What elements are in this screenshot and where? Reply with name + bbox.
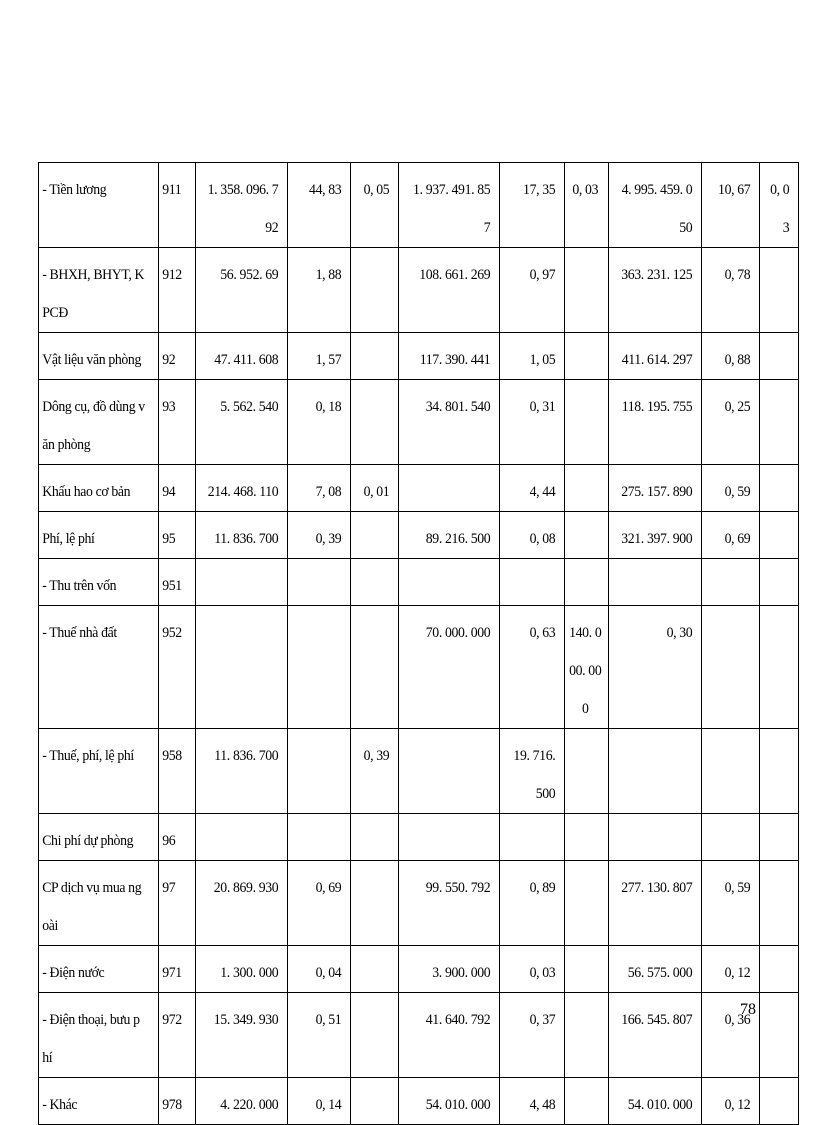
cell-amount-2 xyxy=(407,814,500,861)
cell-ratio-2 xyxy=(565,248,605,333)
cost-table xyxy=(38,162,799,1125)
table-row xyxy=(39,333,799,380)
cell-ratio-2: 0, 03 xyxy=(565,163,605,248)
cell-percent-1 xyxy=(293,729,351,814)
cell-ratio-2 xyxy=(565,729,605,814)
cell-ratio-2 xyxy=(565,512,605,559)
cell-account-code: 911 xyxy=(159,163,193,248)
cell-account-code: 96 xyxy=(159,814,193,861)
cell-percent-2: 19. 716. 500 xyxy=(505,729,565,814)
cell-account-code: 978 xyxy=(159,1078,193,1125)
cell-ratio-1 xyxy=(354,333,398,380)
cell-ratio-3 xyxy=(763,729,799,814)
cell-percent-2: 0, 08 xyxy=(505,512,565,559)
cell-amount-2: 1. 937. 491. 857 xyxy=(407,163,500,248)
cell-ratio-3 xyxy=(763,465,799,512)
cell-ratio-1 xyxy=(354,861,398,946)
cell-percent-2: 1, 05 xyxy=(505,333,565,380)
cell-amount-3: 4. 995. 459. 050 xyxy=(616,163,702,248)
cell-percent-3 xyxy=(706,814,759,861)
cell-percent-1 xyxy=(293,559,351,606)
cell-amount-2 xyxy=(407,465,500,512)
cell-amount-1: 4. 220. 000 xyxy=(203,1078,288,1125)
cell-percent-3 xyxy=(706,559,759,606)
cell-percent-1: 1, 88 xyxy=(293,248,351,333)
cell-ratio-1 xyxy=(354,380,398,465)
cell-percent-3 xyxy=(706,729,759,814)
table-row xyxy=(39,946,799,993)
cell-percent-1: 0, 14 xyxy=(293,1078,351,1125)
table-row xyxy=(39,993,799,1078)
cell-percent-3: 0, 69 xyxy=(706,512,759,559)
cell-percent-3: 0, 12 xyxy=(706,946,759,993)
table-row xyxy=(39,248,799,333)
cell-account-code: 93 xyxy=(159,380,193,465)
cell-ratio-2 xyxy=(565,1078,605,1125)
cell-amount-2: 3. 900. 000 xyxy=(407,946,500,993)
cell-amount-2: 99. 550. 792 xyxy=(407,861,500,946)
cell-ratio-3: 0, 03 xyxy=(763,163,799,248)
cell-percent-1: 0, 69 xyxy=(293,861,351,946)
cell-ratio-1: 0, 05 xyxy=(354,163,398,248)
cell-amount-1: 11. 836. 700 xyxy=(203,512,288,559)
cell-item-name: - Thuế, phí, lệ phí xyxy=(39,729,149,814)
cell-amount-1: 214. 468. 110 xyxy=(203,465,288,512)
cell-ratio-1 xyxy=(354,1078,398,1125)
cell-ratio-3 xyxy=(763,861,799,946)
cell-amount-3: 0, 30 xyxy=(616,606,702,729)
cell-amount-3 xyxy=(616,729,702,814)
cell-ratio-2 xyxy=(565,946,605,993)
table-body xyxy=(39,163,799,1125)
cell-amount-1: 47. 411. 608 xyxy=(203,333,288,380)
cell-ratio-3 xyxy=(763,606,799,729)
cell-percent-1: 0, 04 xyxy=(293,946,351,993)
cell-account-code: 958 xyxy=(159,729,193,814)
cell-account-code: 92 xyxy=(159,333,193,380)
cell-amount-2: 117. 390. 441 xyxy=(407,333,500,380)
cell-amount-2: 70. 000. 000 xyxy=(407,606,500,729)
cell-amount-2: 108. 661. 269 xyxy=(407,248,500,333)
cell-amount-3: 166. 545. 807 xyxy=(616,993,702,1078)
cell-amount-3: 363. 231. 125 xyxy=(616,248,702,333)
cell-percent-3 xyxy=(706,606,759,729)
cell-ratio-1 xyxy=(354,606,398,729)
cell-account-code: 972 xyxy=(159,993,193,1078)
table-row xyxy=(39,559,799,606)
cell-account-code: 95 xyxy=(159,512,193,559)
cell-amount-3: 275. 157. 890 xyxy=(616,465,702,512)
cell-percent-1: 0, 18 xyxy=(293,380,351,465)
cell-account-code: 952 xyxy=(159,606,193,729)
cell-percent-1: 1, 57 xyxy=(293,333,351,380)
cell-amount-1: 11. 836. 700 xyxy=(203,729,288,814)
cell-ratio-3 xyxy=(763,814,799,861)
cell-amount-1: 56. 952. 69 xyxy=(203,248,288,333)
cell-ratio-1 xyxy=(354,946,398,993)
cell-percent-2: 4, 44 xyxy=(505,465,565,512)
cell-percent-2 xyxy=(505,559,565,606)
table-row xyxy=(39,814,799,861)
cell-amount-3 xyxy=(616,559,702,606)
cell-ratio-3 xyxy=(763,946,799,993)
cell-ratio-2 xyxy=(565,861,605,946)
table-row xyxy=(39,465,799,512)
cell-percent-2: 0, 63 xyxy=(505,606,565,729)
cell-amount-1 xyxy=(203,814,288,861)
table-row xyxy=(39,861,799,946)
cell-ratio-2 xyxy=(565,993,605,1078)
cell-percent-2: 0, 97 xyxy=(505,248,565,333)
cell-item-name: - Khác xyxy=(39,1078,149,1125)
cell-ratio-2 xyxy=(565,380,605,465)
cell-percent-3: 10, 67 xyxy=(706,163,759,248)
cell-percent-2: 0, 31 xyxy=(505,380,565,465)
cell-percent-2: 0, 89 xyxy=(505,861,565,946)
cell-percent-3: 0, 78 xyxy=(706,248,759,333)
cell-ratio-3 xyxy=(763,1078,799,1125)
cell-ratio-1 xyxy=(354,993,398,1078)
cell-percent-1: 0, 39 xyxy=(293,512,351,559)
cell-item-name: - Tiền lương xyxy=(39,163,149,248)
cell-amount-1: 1. 358. 096. 792 xyxy=(203,163,288,248)
cell-amount-1 xyxy=(203,559,288,606)
cell-amount-3: 54. 010. 000 xyxy=(616,1078,702,1125)
cell-ratio-3 xyxy=(763,248,799,333)
cell-percent-3: 0, 59 xyxy=(706,465,759,512)
cell-percent-3: 0, 88 xyxy=(706,333,759,380)
cell-amount-1: 15. 349. 930 xyxy=(203,993,288,1078)
cell-amount-1 xyxy=(203,606,288,729)
cell-percent-3: 0, 12 xyxy=(706,1078,759,1125)
cell-ratio-2 xyxy=(565,814,605,861)
page-number: 78 xyxy=(740,1001,756,1018)
cell-ratio-3 xyxy=(763,993,799,1078)
cell-ratio-1 xyxy=(354,512,398,559)
cell-amount-2 xyxy=(407,729,500,814)
cell-percent-1: 7, 08 xyxy=(293,465,351,512)
cell-ratio-2 xyxy=(565,559,605,606)
cell-percent-2: 17, 35 xyxy=(505,163,565,248)
cell-amount-3: 277. 130. 807 xyxy=(616,861,702,946)
cell-ratio-3 xyxy=(763,380,799,465)
cell-ratio-1 xyxy=(354,814,398,861)
cell-ratio-3 xyxy=(763,559,799,606)
cell-amount-3: 321. 397. 900 xyxy=(616,512,702,559)
cell-ratio-2: 140. 000. 000 xyxy=(565,606,605,729)
table-row xyxy=(39,512,799,559)
cell-amount-1: 20. 869. 930 xyxy=(203,861,288,946)
table-row xyxy=(39,380,799,465)
cell-account-code: 94 xyxy=(159,465,193,512)
cell-amount-2: 34. 801. 540 xyxy=(407,380,500,465)
cell-item-name: Phí, lệ phí xyxy=(39,512,149,559)
cell-percent-1 xyxy=(293,814,351,861)
cell-account-code: 951 xyxy=(159,559,193,606)
table-row xyxy=(39,729,799,814)
cell-percent-1: 0, 51 xyxy=(293,993,351,1078)
cell-amount-2: 41. 640. 792 xyxy=(407,993,500,1078)
cell-ratio-3 xyxy=(763,333,799,380)
table-row xyxy=(39,163,799,248)
cell-item-name: - Thu trên vốn xyxy=(39,559,149,606)
cell-item-name: CP dịch vụ mua ngoài xyxy=(39,861,149,946)
cell-percent-1 xyxy=(293,606,351,729)
cell-percent-3: 0, 25 xyxy=(706,380,759,465)
cell-percent-1: 44, 83 xyxy=(293,163,351,248)
cell-ratio-1 xyxy=(354,248,398,333)
cell-account-code: 97 xyxy=(159,861,193,946)
cell-ratio-2 xyxy=(565,465,605,512)
cell-percent-2 xyxy=(505,814,565,861)
cell-percent-2: 4, 48 xyxy=(505,1078,565,1125)
cell-percent-2: 0, 37 xyxy=(505,993,565,1078)
cell-item-name: Dông cụ, đồ dùng văn phòng xyxy=(39,380,149,465)
cell-percent-3: 0, 59 xyxy=(706,861,759,946)
cell-amount-3: 56. 575. 000 xyxy=(616,946,702,993)
cell-ratio-1 xyxy=(354,559,398,606)
cell-item-name: Chi phí dự phòng xyxy=(39,814,149,861)
cell-amount-1: 5. 562. 540 xyxy=(203,380,288,465)
cell-ratio-2 xyxy=(565,333,605,380)
cell-percent-3: 0, 36 xyxy=(706,993,759,1078)
cell-item-name: - Điện thoại, bưu phí xyxy=(39,993,149,1078)
cell-ratio-1: 0, 01 xyxy=(354,465,398,512)
cell-amount-1: 1. 300. 000 xyxy=(203,946,288,993)
cell-item-name: - Thuế nhà đất xyxy=(39,606,149,729)
cell-item-name: - Điện nước xyxy=(39,946,149,993)
cell-ratio-1: 0, 39 xyxy=(354,729,398,814)
cell-amount-3 xyxy=(616,814,702,861)
table-row xyxy=(39,606,799,729)
cell-amount-2 xyxy=(407,559,500,606)
cell-item-name: - BHXH, BHYT, KPCĐ xyxy=(39,248,149,333)
cell-amount-3: 118. 195. 755 xyxy=(616,380,702,465)
cell-account-code: 971 xyxy=(159,946,193,993)
cell-amount-2: 89. 216. 500 xyxy=(407,512,500,559)
cell-amount-3: 411. 614. 297 xyxy=(616,333,702,380)
cell-account-code: 912 xyxy=(159,248,193,333)
cell-percent-2: 0, 03 xyxy=(505,946,565,993)
cell-ratio-3 xyxy=(763,512,799,559)
cell-item-name: Vật liệu văn phòng xyxy=(39,333,149,380)
cell-item-name: Khấu hao cơ bản xyxy=(39,465,149,512)
cell-amount-2: 54. 010. 000 xyxy=(407,1078,500,1125)
table-row xyxy=(39,1078,799,1125)
